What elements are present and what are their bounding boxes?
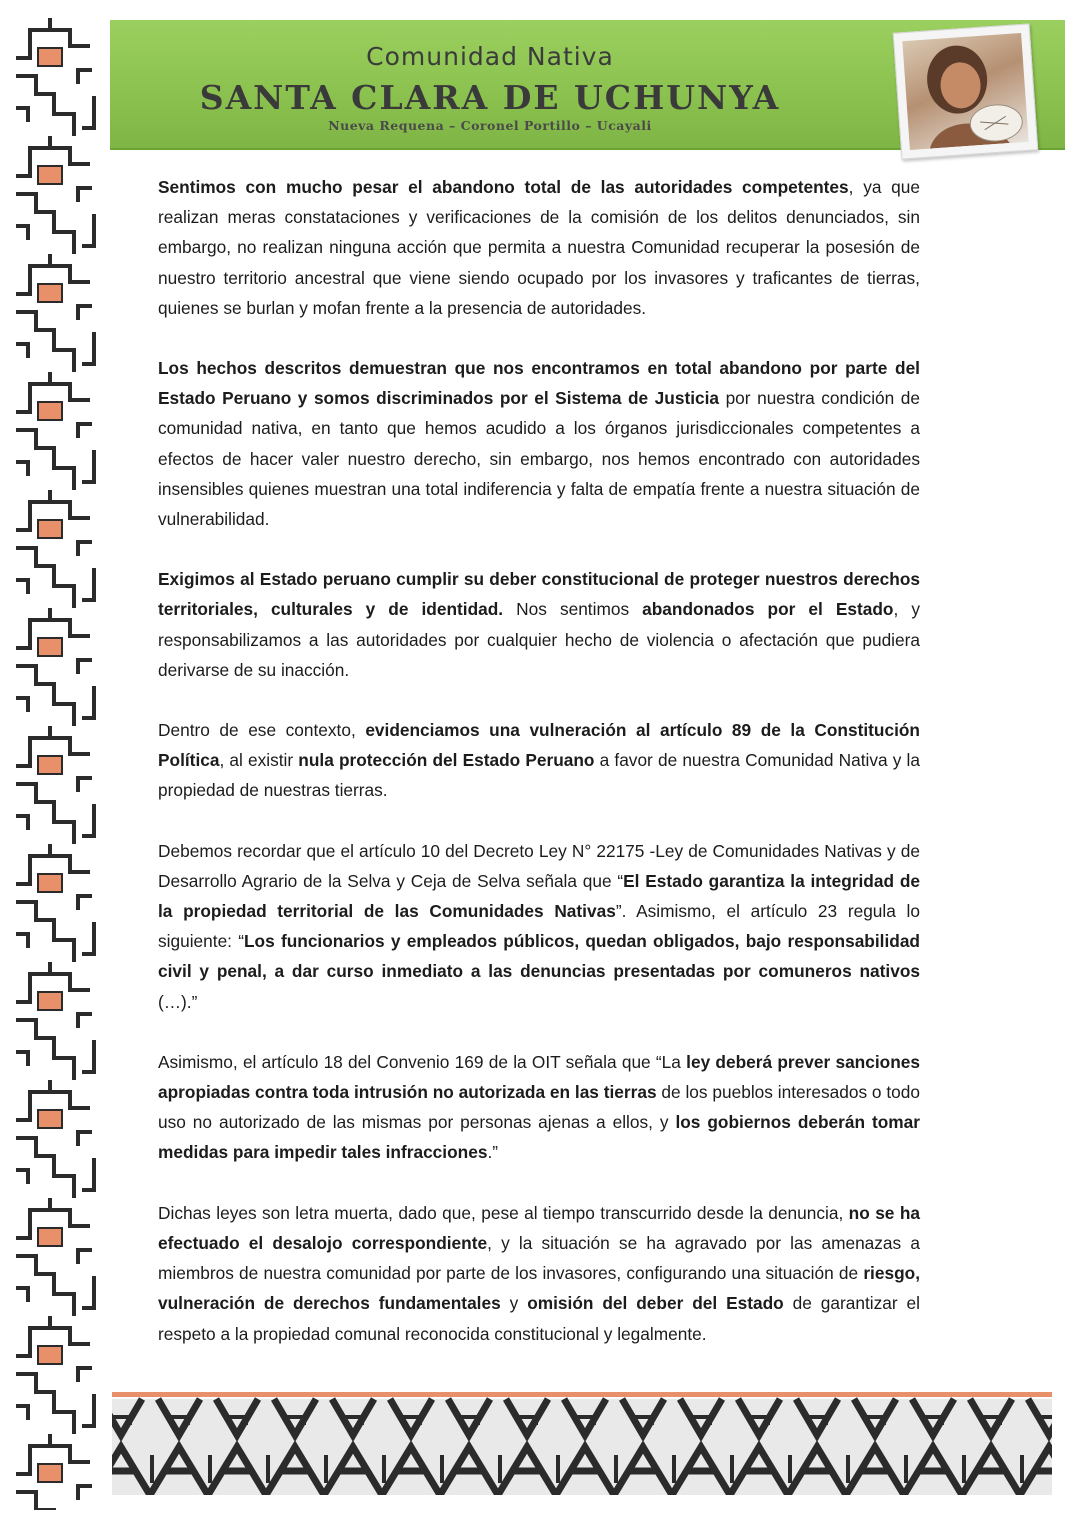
photo-person-image [902, 33, 1028, 150]
bold-text: Sentimos con mucho pesar el abandono total de las autoridades competentes [158, 177, 849, 197]
text-run: de los pueblos interesados o todo uso no autorizado de las mismas por personas ajenas a ellos, y [158, 1082, 920, 1133]
text-run: Dichas leyes son letra muerta, dado que, pese al tiempo transcurrido desde la denuncia, [158, 1202, 849, 1223]
bold-text: abandonados por el Estado [642, 599, 894, 620]
paragraph-1 [158, 172, 920, 323]
text-run: .” [487, 1142, 498, 1163]
text-run: Asimismo, el artículo 18 del Convenio 169 de la OIT señala que “La [158, 1051, 687, 1072]
left-kene-border [8, 18, 108, 1510]
bold-text: no se ha efectuado el desalojo correspondiente [158, 1202, 921, 1253]
paragraph-5 [158, 836, 920, 1017]
header-title-name: SANTA CLARA DE UCHUNYA [199, 78, 781, 117]
paragraph-7 [158, 1198, 920, 1349]
bold-text: ley deberá prever sanciones apropiadas contra toda intrusión no autorizada en las tierras [158, 1051, 920, 1103]
text-run: de garantizar el respeto a la propiedad comunal reconocida constitucional y legalmente. [158, 1293, 920, 1344]
header-title-community: Comunidad Nativa [366, 42, 614, 71]
bold-text: riesgo, vulneración de derechos fundamentales [158, 1263, 920, 1314]
bold-text: evidenciamos una vulneración al artículo 89 de la Constitución Política [158, 720, 920, 771]
document-body [158, 172, 920, 1379]
text-run: , al existir [219, 750, 299, 771]
header-location: Nueva Requena – Coronel Portillo – Ucayali [328, 118, 652, 133]
document-header [110, 20, 1065, 150]
text-run: a favor de nuestra Comunidad Nativa y la propiedad de nuestras tierras. [158, 750, 921, 801]
paragraph-3 [158, 564, 920, 685]
bold-text: omisión del deber del Estado [527, 1293, 784, 1314]
text-run: , y responsabilizamos a las autoridades por cualquier hecho de violencia o afectación que pudiera derivarse de su inacción. [158, 599, 920, 680]
text-run: , y la situación se ha agravado por las amenazas a miembros de nuestra comunidad por parte de los invasores, configurando una situación de [158, 1232, 920, 1284]
bold-text: nula protección del Estado Peruano [298, 750, 595, 771]
bottom-kene-band [112, 1395, 1052, 1495]
bold-text: Los hechos descritos demuestran que nos encontramos en total abandono por parte del Estado Peruano y somos discriminados por el Sistema de Justicia [158, 358, 920, 409]
text-run: ”. Asimismo, el artículo 23 regula lo siguiente: “ [158, 901, 921, 952]
text-run: por nuestra condición de comunidad nativa, en tanto que hemos acudido a los órganos jurisdiccionales competentes a efectos de hacer valer nuestro derecho, sin embargo, nos hemos encontrado con autoridades insensibles quienes muestran una total indiferencia y falta de empatía frente a nuestra situación de vulnerabilidad. [158, 388, 921, 530]
bold-text: los gobiernos deberán tomar medidas para impedir tales infracciones [158, 1112, 920, 1163]
text-run: y [500, 1293, 528, 1314]
text-run: (…).” [158, 991, 198, 1012]
bold-text: Los funcionarios y empleados públicos, quedan obligados, bajo responsabilidad civil y penal, a dar curso inmediato a las denuncias presentadas por comuneros nativos [158, 931, 920, 982]
text-run: Debemos recordar que el artículo 10 del Decreto Ley N° 22175 -Ley de Comunidades Nativas y de Desarrollo Agrario de la Selva y Ceja de Selva señala que “ [158, 840, 920, 891]
text-run: , ya que realizan meras constataciones y verificaciones de la comisión de los delitos denunciados, sin embargo, no realizan ninguna acción que permita a nuestra Comunidad recuperar la posesión de nuestro territorio ancestral que viene siendo ocupado por los invasores y traficantes de tierras, quienes se burlan y mofan frente a la presencia de autoridades. [158, 177, 920, 318]
text-run: Nos sentimos [503, 599, 643, 620]
bold-text: El Estado garantiza la integridad de la propiedad territorial de las Comunidades Nativas [158, 870, 920, 922]
bold-text: Exigimos al Estado peruano cumplir su deber constitucional de proteger nuestros derechos territoriales, culturales y de identidad. [158, 569, 920, 620]
header-photo [893, 23, 1039, 159]
text-run: Dentro de ese contexto, [158, 720, 366, 741]
paragraph-2 [158, 353, 920, 534]
paragraph-4 [158, 715, 920, 806]
paragraph-6 [158, 1047, 920, 1168]
